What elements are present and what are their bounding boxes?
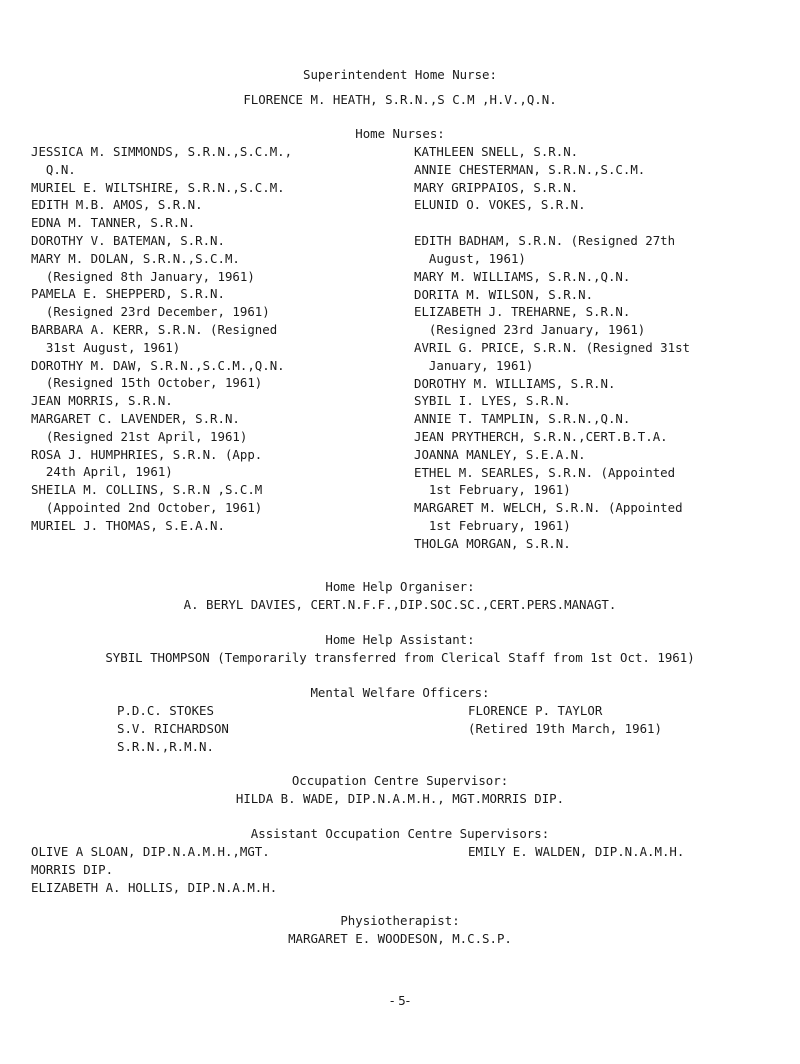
nurse-entry: SHEILA M. COLLINS, S.R.N ,S.C.M: [31, 482, 263, 498]
nurse-entry: SYBIL I. LYES, S.R.N.: [414, 393, 571, 409]
nurse-entry: MURIEL J. THOMAS, S.E.A.N.: [31, 517, 225, 533]
nurse-entry: MARGARET M. WELCH, S.R.N. (Appointed: [414, 500, 683, 516]
officer-entry: (Retired 19th March, 1961): [468, 720, 662, 736]
nurse-entry: KATHLEEN SNELL, S.R.N.: [414, 144, 579, 159]
page-number: - 5-: [389, 994, 411, 1008]
mental-welfare-heading: Mental Welfare Officers:: [310, 685, 490, 700]
officer-entry: S.R.N.,R.M.N.: [117, 738, 214, 754]
nurse-entry: DORITA M. WILSON, S.R.N.: [414, 286, 594, 302]
nurse-entry: (Resigned 21st April, 1961): [31, 428, 248, 444]
nurse-entry: ANNIE T. TAMPLIN, S.R.N.,Q.N.: [414, 411, 631, 427]
superintendent-name: FLORENCE M. HEATH, S.R.N.,S C.M ,H.V.,Q.N.: [243, 92, 557, 107]
nurse-entry: 1st February, 1961): [414, 482, 571, 498]
nurse-entry: JOANNA MANLEY, S.E.A.N.: [414, 446, 586, 462]
supervisor-entry: OLIVE A SLOAN, DIP.N.A.M.H.,MGT.: [31, 844, 270, 859]
nurse-entry: DOROTHY M. WILLIAMS, S.R.N.: [414, 375, 616, 391]
home-nurses-heading: Home Nurses:: [355, 126, 445, 141]
nurse-entry: ROSA J. HUMPHRIES, S.R.N. (App.: [31, 446, 263, 462]
nurse-entry: 1st February, 1961): [414, 517, 571, 533]
nurse-entry: ETHEL M. SEARLES, S.R.N. (Appointed: [414, 464, 676, 480]
column-spacer: [414, 214, 690, 232]
nurse-entry: MARY M. DOLAN, S.R.N.,S.C.M.: [31, 250, 240, 266]
home-help-organiser-heading: Home Help Organiser:: [325, 579, 475, 594]
nurse-entry: AVRIL G. PRICE, S.R.N. (Resigned 31st: [414, 339, 691, 355]
nurse-entry: PAMELA E. SHEPPERD, S.R.N.: [31, 286, 225, 302]
supervisor-entry: ELIZABETH A. HOLLIS, DIP.N.A.M.H.: [31, 879, 278, 895]
assistant-supervisors-left: [31, 843, 277, 896]
occupation-supervisor-name: HILDA B. WADE, DIP.N.A.M.H., MGT.MORRIS DIP.: [235, 791, 565, 806]
mental-welfare-right: [468, 702, 662, 738]
nurse-entry: JEAN MORRIS, S.R.N.: [31, 393, 173, 409]
home-nurses-right-column: [414, 143, 690, 553]
home-nurses-left-column: [31, 143, 292, 535]
nurse-entry: MURIEL E. WILTSHIRE, S.R.N.,S.C.M.: [31, 179, 285, 195]
nurse-entry: ANNIE CHESTERMAN, S.R.N.,S.C.M.: [414, 161, 646, 177]
nurse-entry: MARY M. WILLIAMS, S.R.N.,Q.N.: [414, 268, 631, 284]
nurse-entry: EDITH M.B. AMOS, S.R.N.: [31, 197, 203, 213]
assistant-supervisors-heading: Assistant Occupation Centre Supervisors:: [250, 826, 550, 841]
nurse-entry: EDNA M. TANNER, S.R.N.: [31, 215, 196, 231]
mental-welfare-left: [117, 702, 229, 755]
nurse-entry: JEAN PRYTHERCH, S.R.N.,CERT.B.T.A.: [414, 428, 668, 444]
nurse-entry: August, 1961): [414, 250, 526, 266]
nurse-entry: January, 1961): [414, 357, 534, 373]
supervisor-entry: MORRIS DIP.: [31, 861, 114, 877]
home-help-organiser-name: A. BERYL DAVIES, CERT.N.F.F.,DIP.SOC.SC.,CERT.PERS.MANAGT.: [183, 597, 617, 612]
physiotherapist-name: MARGARET E. WOODESON, M.C.S.P.: [288, 931, 512, 946]
physiotherapist-heading: Physiotherapist:: [340, 913, 460, 928]
nurse-entry: DOROTHY V. BATEMAN, S.R.N.: [31, 232, 225, 248]
nurse-entry: JESSICA M. SIMMONDS, S.R.N.,S.C.M.,: [31, 144, 293, 159]
nurse-entry: 31st August, 1961): [31, 339, 181, 355]
nurse-entry: (Resigned 15th October, 1961): [31, 375, 263, 391]
superintendent-heading: Superintendent Home Nurse:: [303, 67, 497, 82]
nurse-entry: MARGARET C. LAVENDER, S.R.N.: [31, 410, 240, 426]
nurse-entry: ELIZABETH J. TREHARNE, S.R.N.: [414, 304, 631, 320]
officer-entry: S.V. RICHARDSON: [117, 720, 229, 736]
nurse-entry: (Resigned 23rd December, 1961): [31, 304, 270, 320]
officer-entry: P.D.C. STOKES: [117, 703, 214, 718]
nurse-entry: (Appointed 2nd October, 1961): [31, 499, 263, 515]
supervisor-entry: EMILY E. WALDEN, DIP.N.A.M.H.: [468, 844, 685, 859]
occupation-supervisor-heading: Occupation Centre Supervisor:: [291, 773, 509, 788]
nurse-entry: Q.N.: [31, 161, 76, 177]
nurse-entry: (Resigned 23rd January, 1961): [414, 322, 646, 338]
nurse-entry: THOLGA MORGAN, S.R.N.: [414, 535, 571, 551]
nurse-entry: BARBARA A. KERR, S.R.N. (Resigned: [31, 321, 278, 337]
assistant-supervisors-right: [468, 843, 684, 861]
nurse-entry: ELUNID O. VOKES, S.R.N.: [414, 197, 586, 213]
nurse-entry: MARY GRIPPAIOS, S.R.N.: [414, 179, 579, 195]
nurse-entry: 24th April, 1961): [31, 464, 173, 480]
home-help-assistant-name: SYBIL THOMPSON (Temporarily transferred from Clerical Staff from 1st Oct. 1961): [105, 650, 695, 665]
home-help-assistant-heading: Home Help Assistant:: [325, 632, 475, 647]
officer-entry: FLORENCE P. TAYLOR: [468, 703, 603, 718]
nurse-entry: (Resigned 8th January, 1961): [31, 268, 255, 284]
nurse-entry: DOROTHY M. DAW, S.R.N.,S.C.M.,Q.N.: [31, 357, 285, 373]
nurse-entry: EDITH BADHAM, S.R.N. (Resigned 27th: [414, 233, 676, 249]
